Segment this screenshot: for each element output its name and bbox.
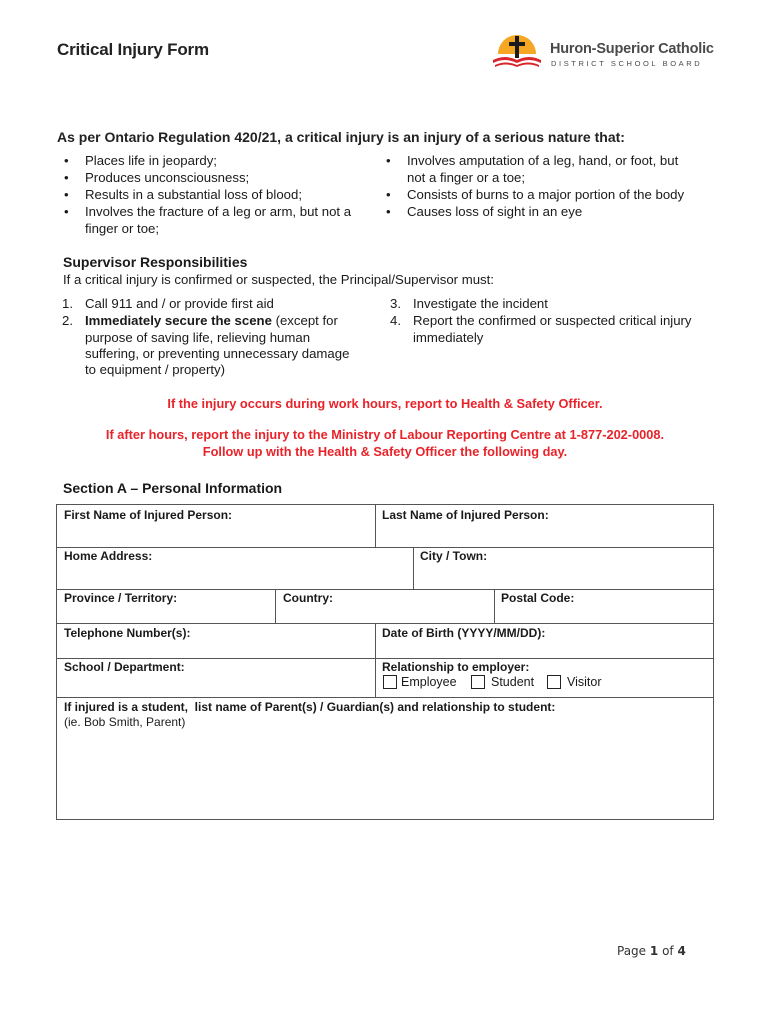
city-field[interactable]: City / Town: xyxy=(420,549,488,563)
parent-guardian-field[interactable]: If injured is a student, list name of Parent(s) / Guardian(s) and relationship to student: xyxy=(64,700,556,714)
student-option-label: Student xyxy=(491,675,535,689)
country-field[interactable]: Country: xyxy=(283,591,333,605)
visitor-option-label: Visitor xyxy=(567,675,602,689)
bullet-icon: • xyxy=(386,187,391,202)
notice-after-hours: If after hours, report the injury to the Ministry of Labour Reporting Centre at 1-877-202-0008. xyxy=(105,427,665,442)
logo-name: Huron-Superior Catholic xyxy=(550,41,714,57)
criteria-item: • Results in a substantial loss of blood; xyxy=(64,187,302,202)
row-divider xyxy=(57,658,713,659)
criteria-item: • Involves amputation of a leg, hand, or foot, but xyxy=(386,153,679,168)
step-item: 2. Immediately secure the scene (except for xyxy=(62,313,338,328)
step-item-continued: immediately xyxy=(413,330,484,345)
postal-code-field[interactable]: Postal Code: xyxy=(501,591,575,605)
criteria-item: • Produces unconsciousness; xyxy=(64,170,250,185)
student-checkbox[interactable] xyxy=(471,675,485,689)
intro-statement: As per Ontario Regulation 420/21, a critical injury is an injury of a serious nature that: xyxy=(57,129,625,145)
parent-guardian-hint: (ie. Bob Smith, Parent) xyxy=(64,715,186,729)
bullet-icon: • xyxy=(64,204,69,219)
page-title: Critical Injury Form xyxy=(57,40,209,59)
province-field[interactable]: Province / Territory: xyxy=(64,591,178,605)
relationship-label: Relationship to employer: xyxy=(382,660,530,674)
employee-checkbox[interactable] xyxy=(383,675,397,689)
row-divider xyxy=(57,589,713,590)
criteria-item: • Causes loss of sight in an eye xyxy=(386,204,583,219)
supervisor-heading: Supervisor Responsibilities xyxy=(63,254,248,270)
last-name-field[interactable]: Last Name of Injured Person: xyxy=(382,508,549,522)
notice-follow-up: Follow up with the Health & Safety Officer the following day. xyxy=(202,444,568,459)
bullet-icon: • xyxy=(386,204,391,219)
bullet-icon: • xyxy=(64,153,69,168)
criteria-item-continued: not a finger or a toe; xyxy=(407,170,526,185)
personal-info-form xyxy=(56,504,714,820)
visitor-checkbox[interactable] xyxy=(547,675,561,689)
column-divider xyxy=(494,589,495,623)
home-address-field[interactable]: Home Address: xyxy=(64,549,153,563)
column-divider xyxy=(275,589,276,623)
step-item-continued: purpose of saving life, relieving human xyxy=(85,330,311,345)
bullet-icon: • xyxy=(64,170,69,185)
logo-subtitle: DISTRICT SCHOOL BOARD xyxy=(551,59,703,68)
criteria-item: • Places life in jeopardy; xyxy=(64,153,217,168)
section-a-heading: Section A – Personal Information xyxy=(63,480,283,496)
employee-option-label: Employee xyxy=(401,675,457,689)
bullet-icon: • xyxy=(386,153,391,168)
criteria-item-continued: finger or toe; xyxy=(85,221,160,236)
criteria-item: • Consists of burns to a major portion of the body xyxy=(386,187,685,202)
step-item: 3. Investigate the incident xyxy=(390,296,548,311)
row-divider xyxy=(57,697,713,698)
telephone-field[interactable]: Telephone Number(s): xyxy=(64,626,191,640)
supervisor-intro: If a critical injury is confirmed or suspected, the Principal/Supervisor must: xyxy=(63,272,494,287)
step-item: 4. Report the confirmed or suspected critical injury xyxy=(390,313,692,328)
column-divider xyxy=(375,623,376,697)
step-item: 1. Call 911 and / or provide first aid xyxy=(62,296,274,311)
column-divider xyxy=(375,505,376,547)
step-item-continued: suffering, or preventing unnecessary damage xyxy=(85,346,350,361)
criteria-item: • Involves the fracture of a leg or arm, but not a xyxy=(64,204,352,219)
notice-work-hours: If the injury occurs during work hours, report to Health & Safety Officer. xyxy=(167,396,603,411)
date-of-birth-field[interactable]: Date of Birth (YYYY/MM/DD): xyxy=(382,626,546,640)
first-name-field[interactable]: First Name of Injured Person: xyxy=(64,508,233,522)
bullet-icon: • xyxy=(64,187,69,202)
row-divider xyxy=(57,547,713,548)
row-divider xyxy=(57,623,713,624)
school-department-field[interactable]: School / Department: xyxy=(64,660,185,674)
column-divider xyxy=(413,547,414,589)
step-item-continued: to equipment / property) xyxy=(85,362,226,377)
cross-sun-icon xyxy=(493,35,541,67)
page-number: Page 1 of 4 xyxy=(617,944,686,958)
